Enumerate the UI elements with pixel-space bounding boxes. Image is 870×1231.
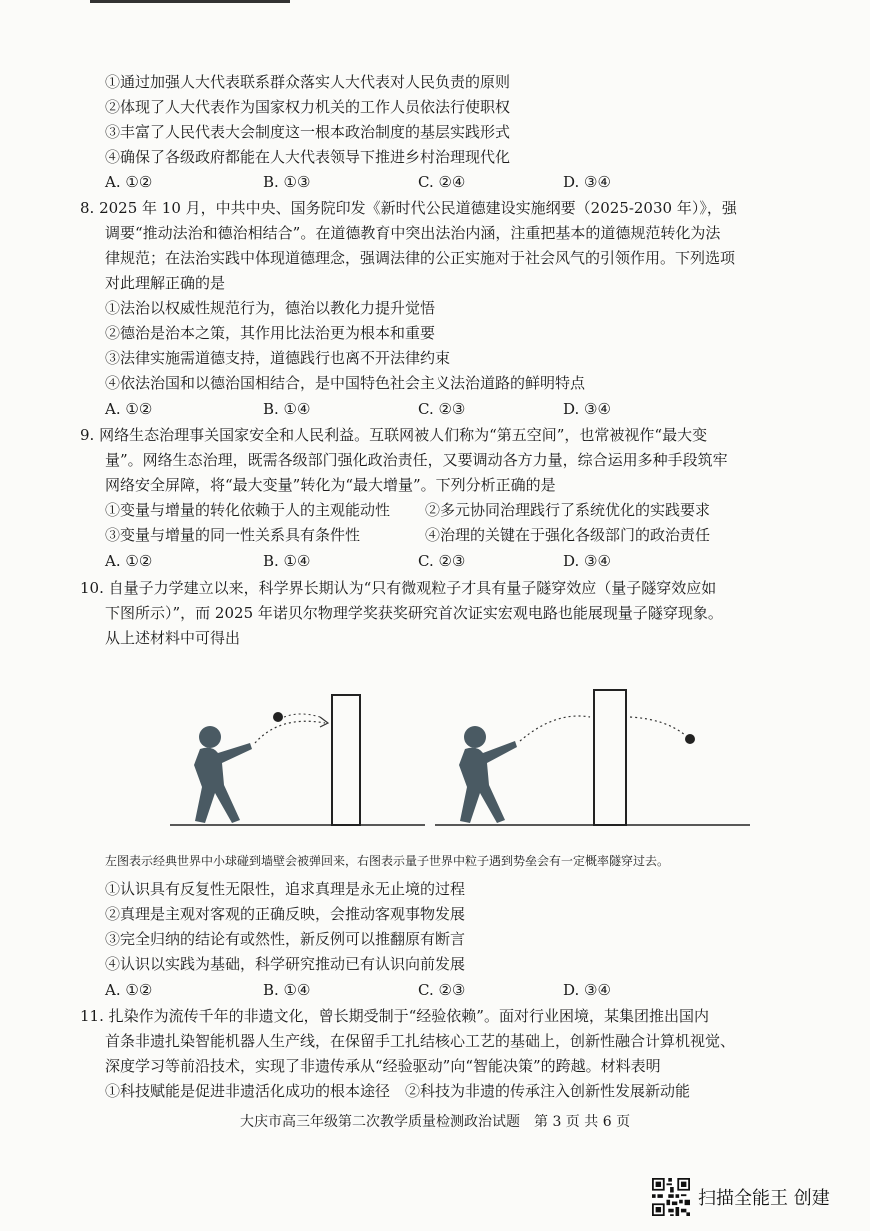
q7-statement-1: ①通过加强人大代表联系群众落实人大代表对人民负责的原则 [105,73,511,91]
q8-option-b: B. ①④ [263,400,311,418]
q9-stem-line-3: 网络安全屏障，将“最大变量”转化为“最大增量”。下列分析正确的是 [105,476,556,494]
q7-option-b: B. ①③ [263,173,311,191]
classical-world-illustration [170,695,425,825]
q10-statement-4: ④认识以实践为基础，科学研究推动已有认识向前发展 [105,955,466,973]
wall-left [332,695,360,825]
q7-options [105,172,665,192]
q9-option-c: C. ②③ [418,552,466,570]
q8-options [105,399,665,419]
q11-stem-line-1: 11. 扎染作为流传千年的非遗文化，曾长期受制于“经验依赖”。面对行业困境，某集团推出国内 [80,1007,709,1025]
figure-caption: 左图表示经典世界中小球碰到墙壁会被弹回来，右图表示量子世界中粒子遇到势垒会有一定概率隧穿过去。 [105,854,670,868]
q9-statement-3: ③变量与增量的同一性关系具有条件性 [105,526,361,544]
q7-option-d: D. ③④ [563,173,611,191]
q9-statement-2: ②多元协同治理践行了系统优化的实践要求 [425,501,711,519]
q8-stem-line-2: 调要“推动法治和德治相结合”。在道德教育中突出法治内涵，注重把基本的道德规范转化为法 [105,224,721,242]
q9-options [105,551,665,571]
q10-stem-line-2: 下图所示）”，而 2025 年诺贝尔物理学奖获奖研究首次证实宏观电路也能展现量子隧穿现象。 [105,604,723,622]
q8-statement-1: ①法治以权威性规范行为，德治以教化力提升觉悟 [105,299,436,317]
q8-option-a: A. ①② [105,400,153,418]
q10-stem-line-3: 从上述材料中可得出 [105,629,241,647]
q9-option-b: B. ①④ [263,552,311,570]
q11-statements-1-2: ①科技赋能是促进非遗活化成功的根本途径 ②科技为非遗的传承注入创新性发展新动能 [105,1082,691,1100]
q8-option-c: C. ②③ [418,400,466,418]
q8-option-d: D. ③④ [563,400,611,418]
scanner-watermark [652,1178,830,1216]
quantum-tunneling-figure [160,675,760,835]
q10-option-b: B. ①④ [263,981,311,999]
q8-statement-3: ③法律实施需道德支持，道德践行也离不开法律约束 [105,349,451,367]
q10-option-c: C. ②③ [418,981,466,999]
q10-option-a: A. ①② [105,981,153,999]
q8-statement-2: ②德治是治本之策，其作用比法治更为根本和重要 [105,324,436,342]
q8-stem-line-4: 对此理解正确的是 [105,274,226,292]
wall-right [594,690,626,825]
q9-option-a: A. ①② [105,552,153,570]
q9-stem-line-2: 量”。网络生态治理，既需各级部门强化政治责任，又要调动各方力量，综合运用多种手段筑牢 [105,451,728,469]
top-rule [90,0,290,3]
particle-right [685,734,695,744]
thrower-silhouette-right [459,726,517,823]
q10-stem-line-1: 10. 自量子力学建立以来，科学界长期认为“只有微观粒子才具有量子隧穿效应（量子隧穿效应如 [80,579,717,597]
page-footer: 大庆市高三年级第二次教学质量检测政治试题 第 3 页 共 6 页 [240,1114,631,1130]
q7-statement-4: ④确保了各级政府都能在人大代表领导下推进乡村治理现代化 [105,148,511,166]
q10-statement-3: ③完全归纳的结论有或然性，新反例可以推翻原有断言 [105,930,466,948]
q8-stem-line-3: 律规范；在法治实践中体现道德理念，强调法律的公正实施对于社会风气的引领作用。下列选项 [105,249,736,267]
quantum-world-illustration [435,690,750,825]
watermark-text: 扫描全能王 创建 [698,1188,830,1209]
q11-stem-line-3: 深度学习等前沿技术，实现了非遗传承从“经验驱动”向“智能决策”的跨越。材料表明 [105,1057,661,1075]
q8-statement-4: ④依法治国和以德治国相结合，是中国特色社会主义法治道路的鲜明特点 [105,374,586,392]
ball-left [273,712,283,722]
q10-statement-1: ①认识具有反复性无限性，追求真理是永无止境的过程 [105,880,466,898]
q9-option-d: D. ③④ [563,552,611,570]
q10-statement-2: ②真理是主观对客观的正确反映，会推动客观事物发展 [105,905,466,923]
thrower-silhouette-left [194,726,252,823]
q8-stem-line-1: 8. 2025 年 10 月，中共中央、国务院印发《新时代公民道德建设实施纲要（2025-2030 年）》，强 [80,199,737,217]
q11-stem-line-2: 首条非遗扎染智能机器人生产线，在保留手工扎结核心工艺的基础上，创新性融合计算机视觉、 [105,1032,736,1050]
q10-options [105,980,665,1000]
q9-statement-1: ①变量与增量的转化依赖于人的主观能动性 [105,501,391,519]
q7-statement-3: ③丰富了人民代表大会制度这一根本政治制度的基层实践形式 [105,123,511,141]
q10-option-d: D. ③④ [563,981,611,999]
q7-option-c: C. ②④ [418,173,466,191]
qr-code-icon [652,1178,690,1216]
q9-statement-4: ④治理的关键在于强化各级部门的政治责任 [425,526,711,544]
q7-option-a: A. ①② [105,173,153,191]
q7-statement-2: ②体现了人大代表作为国家权力机关的工作人员依法行使职权 [105,98,511,116]
q9-stem-line-1: 9. 网络生态治理事关国家安全和人民利益。互联网被人们称为“第五空间”，也常被视作“最大变 [80,426,708,444]
